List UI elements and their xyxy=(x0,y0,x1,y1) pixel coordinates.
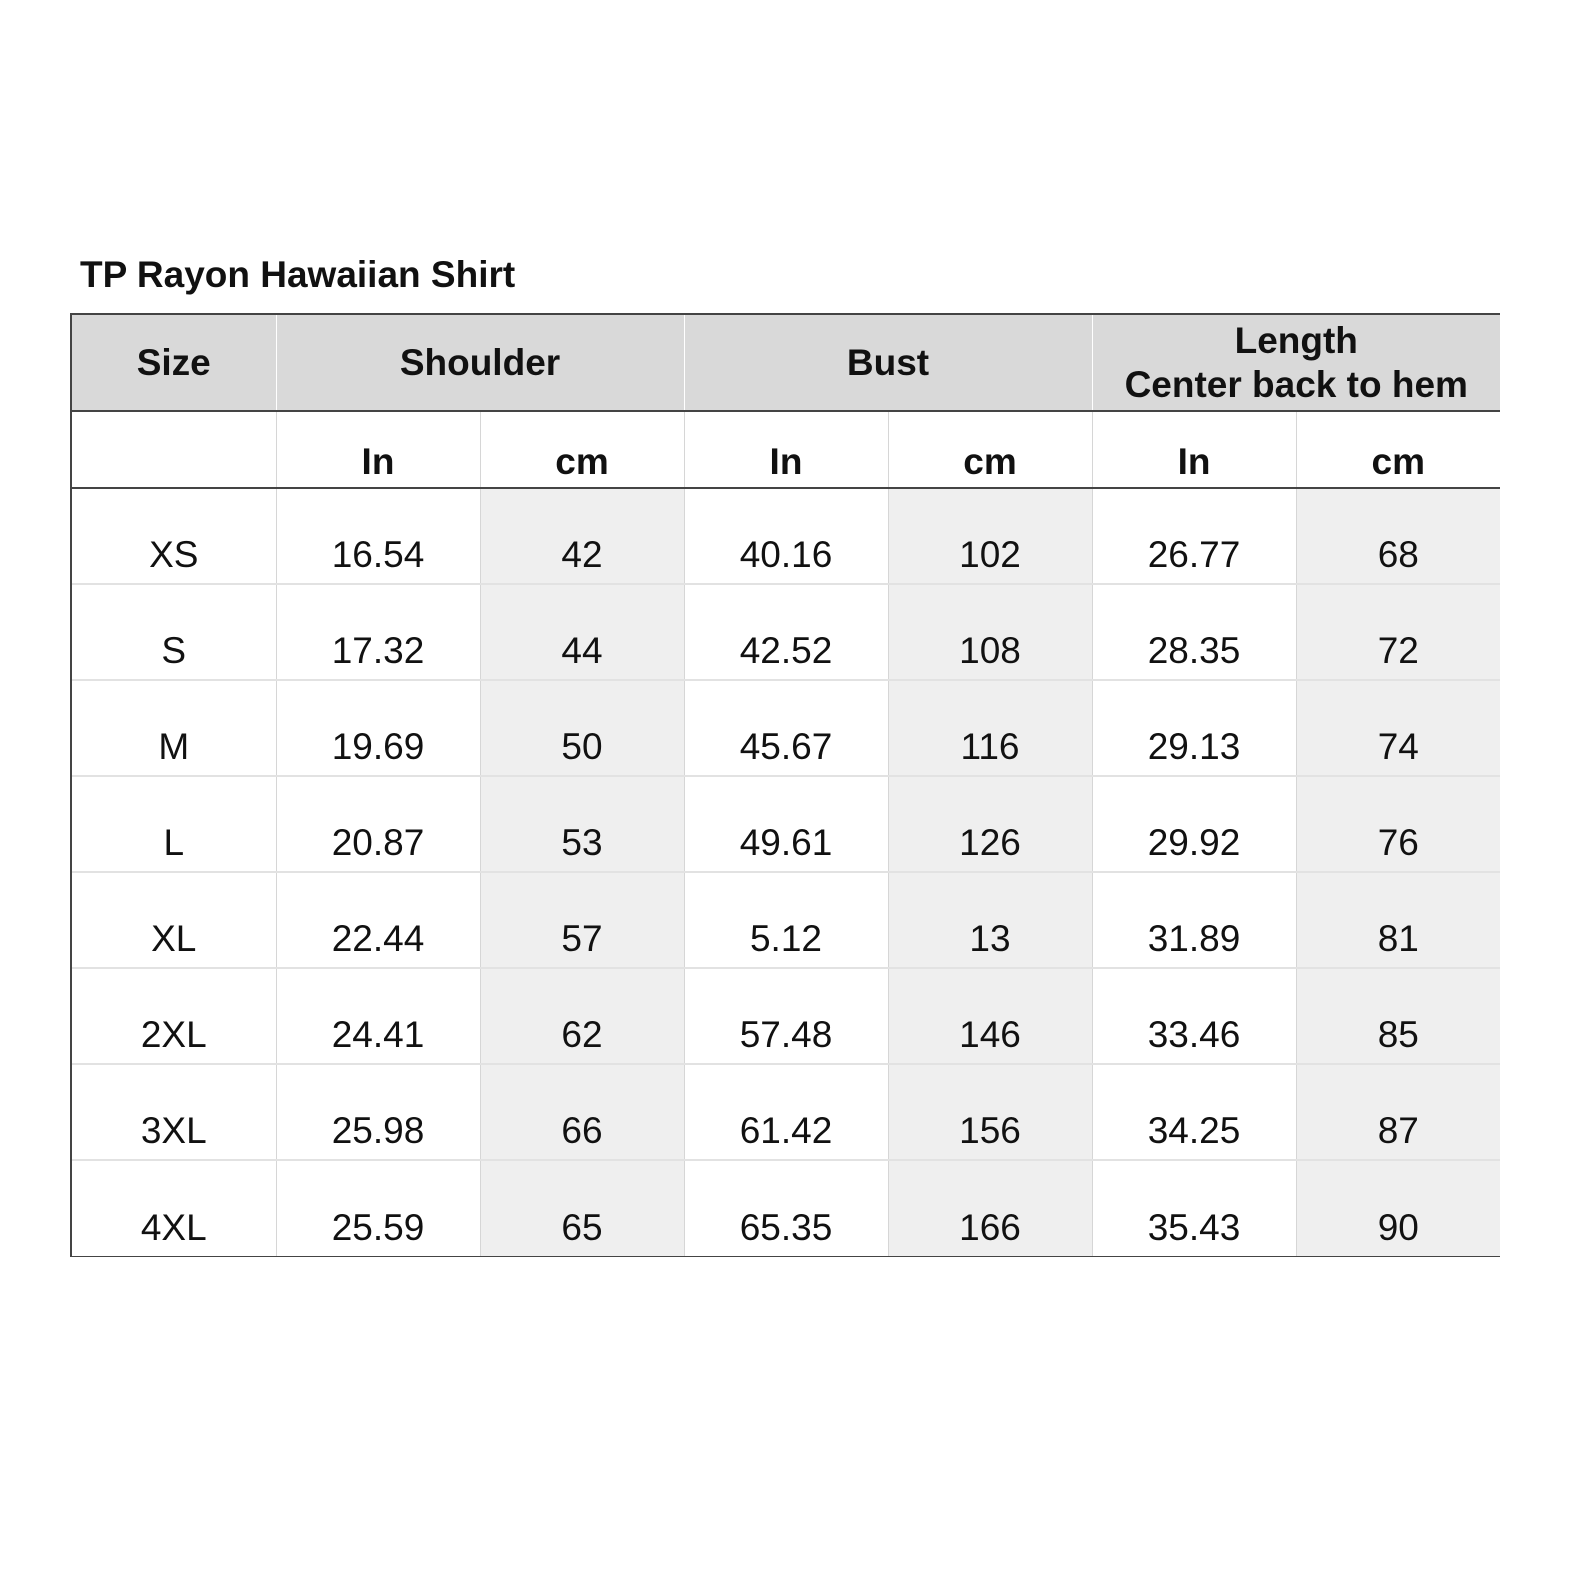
cell-bust-in: 49.61 xyxy=(684,776,888,872)
unit-length-in: In xyxy=(1092,411,1296,488)
cell-shoulder-in: 25.59 xyxy=(276,1160,480,1256)
cell-length-in: 26.77 xyxy=(1092,488,1296,584)
cell-length-cm: 85 xyxy=(1296,968,1500,1064)
cell-shoulder-cm: 44 xyxy=(480,584,684,680)
cell-shoulder-in: 16.54 xyxy=(276,488,480,584)
cell-bust-in: 57.48 xyxy=(684,968,888,1064)
table-row xyxy=(72,776,1500,872)
table-row xyxy=(72,1160,1500,1256)
cell-bust-cm: 13 xyxy=(888,872,1092,968)
cell-bust-cm: 126 xyxy=(888,776,1092,872)
cell-size: XS xyxy=(72,488,276,584)
unit-shoulder-in: In xyxy=(276,411,480,488)
cell-shoulder-in: 24.41 xyxy=(276,968,480,1064)
cell-shoulder-in: 17.32 xyxy=(276,584,480,680)
cell-size: 4XL xyxy=(72,1160,276,1256)
cell-length-cm: 81 xyxy=(1296,872,1500,968)
cell-shoulder-in: 20.87 xyxy=(276,776,480,872)
table-row xyxy=(72,488,1500,584)
table-row xyxy=(72,680,1500,776)
cell-bust-in: 42.52 xyxy=(684,584,888,680)
chart-title: TP Rayon Hawaiian Shirt xyxy=(80,254,516,295)
cell-length-in: 28.35 xyxy=(1092,584,1296,680)
cell-shoulder-cm: 62 xyxy=(480,968,684,1064)
cell-length-cm: 68 xyxy=(1296,488,1500,584)
cell-length-in: 29.13 xyxy=(1092,680,1296,776)
cell-bust-in: 40.16 xyxy=(684,488,888,584)
cell-bust-cm: 102 xyxy=(888,488,1092,584)
cell-size: 2XL xyxy=(72,968,276,1064)
cell-bust-in: 65.35 xyxy=(684,1160,888,1256)
cell-bust-cm: 108 xyxy=(888,584,1092,680)
cell-length-cm: 87 xyxy=(1296,1064,1500,1160)
cell-length-in: 33.46 xyxy=(1092,968,1296,1064)
cell-length-cm: 90 xyxy=(1296,1160,1500,1256)
table-row xyxy=(72,872,1500,968)
unit-bust-in: In xyxy=(684,411,888,488)
table-row xyxy=(72,1064,1500,1160)
header-length-title: Length xyxy=(1234,319,1358,361)
cell-bust-cm: 166 xyxy=(888,1160,1092,1256)
size-table xyxy=(72,315,1500,1256)
unit-bust-cm: cm xyxy=(888,411,1092,488)
cell-shoulder-cm: 53 xyxy=(480,776,684,872)
cell-shoulder-in: 19.69 xyxy=(276,680,480,776)
cell-shoulder-cm: 65 xyxy=(480,1160,684,1256)
cell-size: M xyxy=(72,680,276,776)
header-bust: Bust xyxy=(684,315,1092,411)
cell-size: 3XL xyxy=(72,1064,276,1160)
cell-bust-in: 5.12 xyxy=(684,872,888,968)
cell-shoulder-cm: 50 xyxy=(480,680,684,776)
cell-size: XL xyxy=(72,872,276,968)
unit-blank xyxy=(72,411,276,488)
cell-length-cm: 72 xyxy=(1296,584,1500,680)
cell-bust-cm: 146 xyxy=(888,968,1092,1064)
cell-length-in: 29.92 xyxy=(1092,776,1296,872)
cell-length-cm: 74 xyxy=(1296,680,1500,776)
header-length xyxy=(1092,315,1500,411)
cell-shoulder-in: 22.44 xyxy=(276,872,480,968)
cell-size: S xyxy=(72,584,276,680)
header-length-subtitle: Center back to hem xyxy=(1124,363,1468,405)
table-row xyxy=(72,968,1500,1064)
cell-shoulder-cm: 66 xyxy=(480,1064,684,1160)
cell-size: L xyxy=(72,776,276,872)
size-chart xyxy=(70,313,1500,1257)
cell-shoulder-cm: 57 xyxy=(480,872,684,968)
table-row xyxy=(72,584,1500,680)
cell-shoulder-cm: 42 xyxy=(480,488,684,584)
unit-length-cm: cm xyxy=(1296,411,1500,488)
cell-bust-cm: 116 xyxy=(888,680,1092,776)
cell-length-in: 35.43 xyxy=(1092,1160,1296,1256)
table-unit-row xyxy=(72,411,1500,488)
unit-shoulder-cm: cm xyxy=(480,411,684,488)
cell-bust-in: 45.67 xyxy=(684,680,888,776)
cell-bust-cm: 156 xyxy=(888,1064,1092,1160)
cell-shoulder-in: 25.98 xyxy=(276,1064,480,1160)
table-header-row xyxy=(72,315,1500,411)
header-size: Size xyxy=(72,315,276,411)
cell-length-in: 31.89 xyxy=(1092,872,1296,968)
header-shoulder: Shoulder xyxy=(276,315,684,411)
cell-length-in: 34.25 xyxy=(1092,1064,1296,1160)
cell-length-cm: 76 xyxy=(1296,776,1500,872)
cell-bust-in: 61.42 xyxy=(684,1064,888,1160)
